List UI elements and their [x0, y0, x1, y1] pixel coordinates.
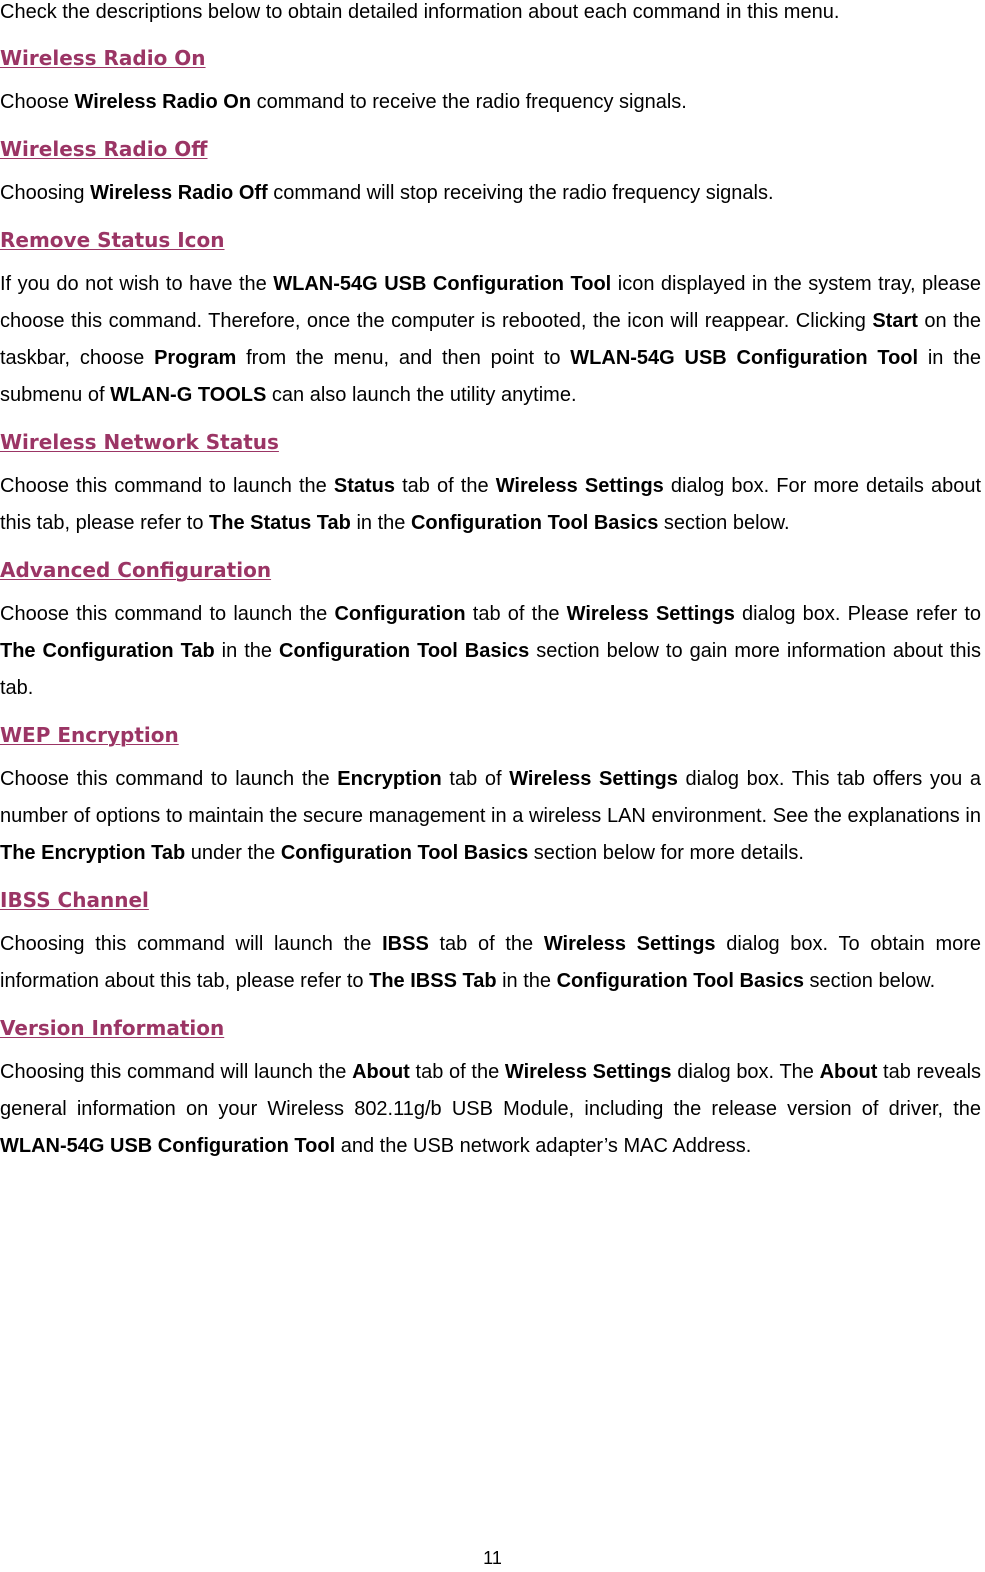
text-run: section below to gain more information about this tab.: [0, 640, 981, 699]
section-heading: Advanced Configuration: [0, 558, 272, 582]
text-run: command will stop receiving the radio frequency signals.: [267, 182, 774, 204]
command-section: [0, 228, 981, 414]
text-run: Choosing this command will launch the: [0, 933, 383, 955]
bold-term: Wireless Settings: [504, 1061, 672, 1083]
page-number: 11: [483, 1548, 502, 1568]
command-section: [0, 558, 981, 707]
section-heading: Wireless Network Status: [0, 430, 279, 454]
text-run: in the: [350, 512, 411, 534]
text-run: Choosing this command will launch the: [0, 1061, 353, 1083]
section-description: [0, 468, 981, 542]
section-heading: Wireless Radio On: [0, 46, 206, 70]
text-run: in the submenu of: [0, 347, 982, 406]
text-run: Choosing: [0, 182, 91, 204]
text-run: under the: [185, 842, 281, 864]
bold-term: WLAN-54G USB Configuration Tool: [273, 273, 612, 295]
text-run: section below.: [804, 970, 936, 992]
text-run: in the: [496, 970, 557, 992]
bold-term: About: [352, 1061, 410, 1083]
bold-term: Wireless Settings: [566, 603, 735, 625]
bold-term: Wireless Settings: [495, 475, 664, 497]
text-run: tab of the: [428, 933, 544, 955]
section-heading: Remove Status Icon: [0, 228, 225, 252]
section-heading: IBSS Channel: [0, 888, 149, 912]
text-run: section below for more details.: [528, 842, 804, 864]
bold-term: Configuration Tool Basics: [280, 842, 529, 864]
section-description: [0, 84, 981, 121]
section-description: [0, 596, 981, 707]
text-run: Choose this command to launch the: [0, 768, 338, 790]
bold-term: The IBSS Tab: [369, 970, 497, 992]
text-run: tab of the: [465, 603, 567, 625]
text-run: If you do not wish to have the: [0, 273, 274, 295]
bold-term: Wireless Settings: [509, 768, 678, 790]
bold-term: Configuration Tool Basics: [279, 640, 530, 662]
intro-text: Check the descriptions below to obtain detailed information about each command in this menu.: [0, 1, 840, 23]
text-run: section below.: [658, 512, 790, 534]
text-run: Choose: [0, 91, 75, 113]
text-run: tab of the: [395, 475, 496, 497]
bold-term: WLAN-54G USB Configuration Tool: [0, 1135, 336, 1157]
text-run: on the taskbar, choose: [0, 310, 981, 369]
text-run: dialog box. Please refer to: [734, 603, 981, 625]
command-section: [0, 46, 981, 121]
text-run: and the USB network adapter’s MAC Address.: [335, 1135, 752, 1157]
bold-term: Configuration Tool Basics: [556, 970, 804, 992]
text-run: Choose this command to launch the: [0, 475, 334, 497]
text-run: tab of the: [409, 1061, 505, 1083]
text-run: tab of: [441, 768, 510, 790]
bold-term: The Encryption Tab: [0, 842, 186, 864]
section-heading: Version Information: [0, 1016, 225, 1040]
bold-term: Encryption: [337, 768, 442, 790]
command-sections: [0, 46, 981, 1165]
bold-term: Program: [154, 347, 237, 369]
bold-term: WLAN-G TOOLS: [110, 384, 267, 406]
bold-term: Start: [872, 310, 918, 332]
bold-term: The Status Tab: [209, 512, 351, 534]
text-run: dialog box. This tab offers you a number of options to maintain the secure management in a wireless LAN environment. See the explanations in: [0, 768, 981, 827]
text-run: in the: [214, 640, 280, 662]
text-run: tab reveals general information on your Wireless 802.11g/b USB Module, including the release version of driver, the: [0, 1061, 982, 1120]
bold-term: Configuration: [334, 603, 466, 625]
bold-term: Status: [333, 475, 396, 497]
bold-term: Wireless Radio Off: [90, 182, 268, 204]
bold-term: WLAN-54G USB Configuration Tool: [570, 347, 919, 369]
command-section: [0, 137, 981, 212]
section-description: [0, 1054, 981, 1165]
text-run: can also launch the utility anytime.: [266, 384, 577, 406]
section-description: [0, 266, 981, 414]
bold-term: The Configuration Tab: [0, 640, 215, 662]
bold-term: Configuration Tool Basics: [410, 512, 659, 534]
section-heading: WEP Encryption: [0, 723, 179, 747]
section-heading: Wireless Radio Off: [0, 137, 208, 161]
section-description: [0, 761, 981, 872]
text-run: icon displayed in the system tray, please choose this command. Therefore, once the computer is rebooted, the icon will reappear. Clicking: [0, 273, 981, 332]
text-run: dialog box. To obtain more information about this tab, please refer to: [0, 933, 982, 992]
bold-term: Wireless Settings: [543, 933, 716, 955]
text-run: from the menu, and then point to: [236, 347, 571, 369]
command-section: [0, 888, 981, 1000]
command-section: [0, 430, 981, 542]
section-description: [0, 175, 981, 212]
text-run: dialog box. For more details about this tab, please refer to: [0, 475, 981, 534]
command-section: [0, 723, 981, 872]
section-description: [0, 926, 981, 1000]
command-section: [0, 1016, 981, 1165]
text-run: dialog box. The: [671, 1061, 820, 1083]
bold-term: About: [819, 1061, 878, 1083]
text-run: command to receive the radio frequency signals.: [251, 91, 687, 113]
bold-term: Wireless Radio On: [74, 91, 252, 113]
text-run: Choose this command to launch the: [0, 603, 335, 625]
bold-term: IBSS: [382, 933, 429, 955]
